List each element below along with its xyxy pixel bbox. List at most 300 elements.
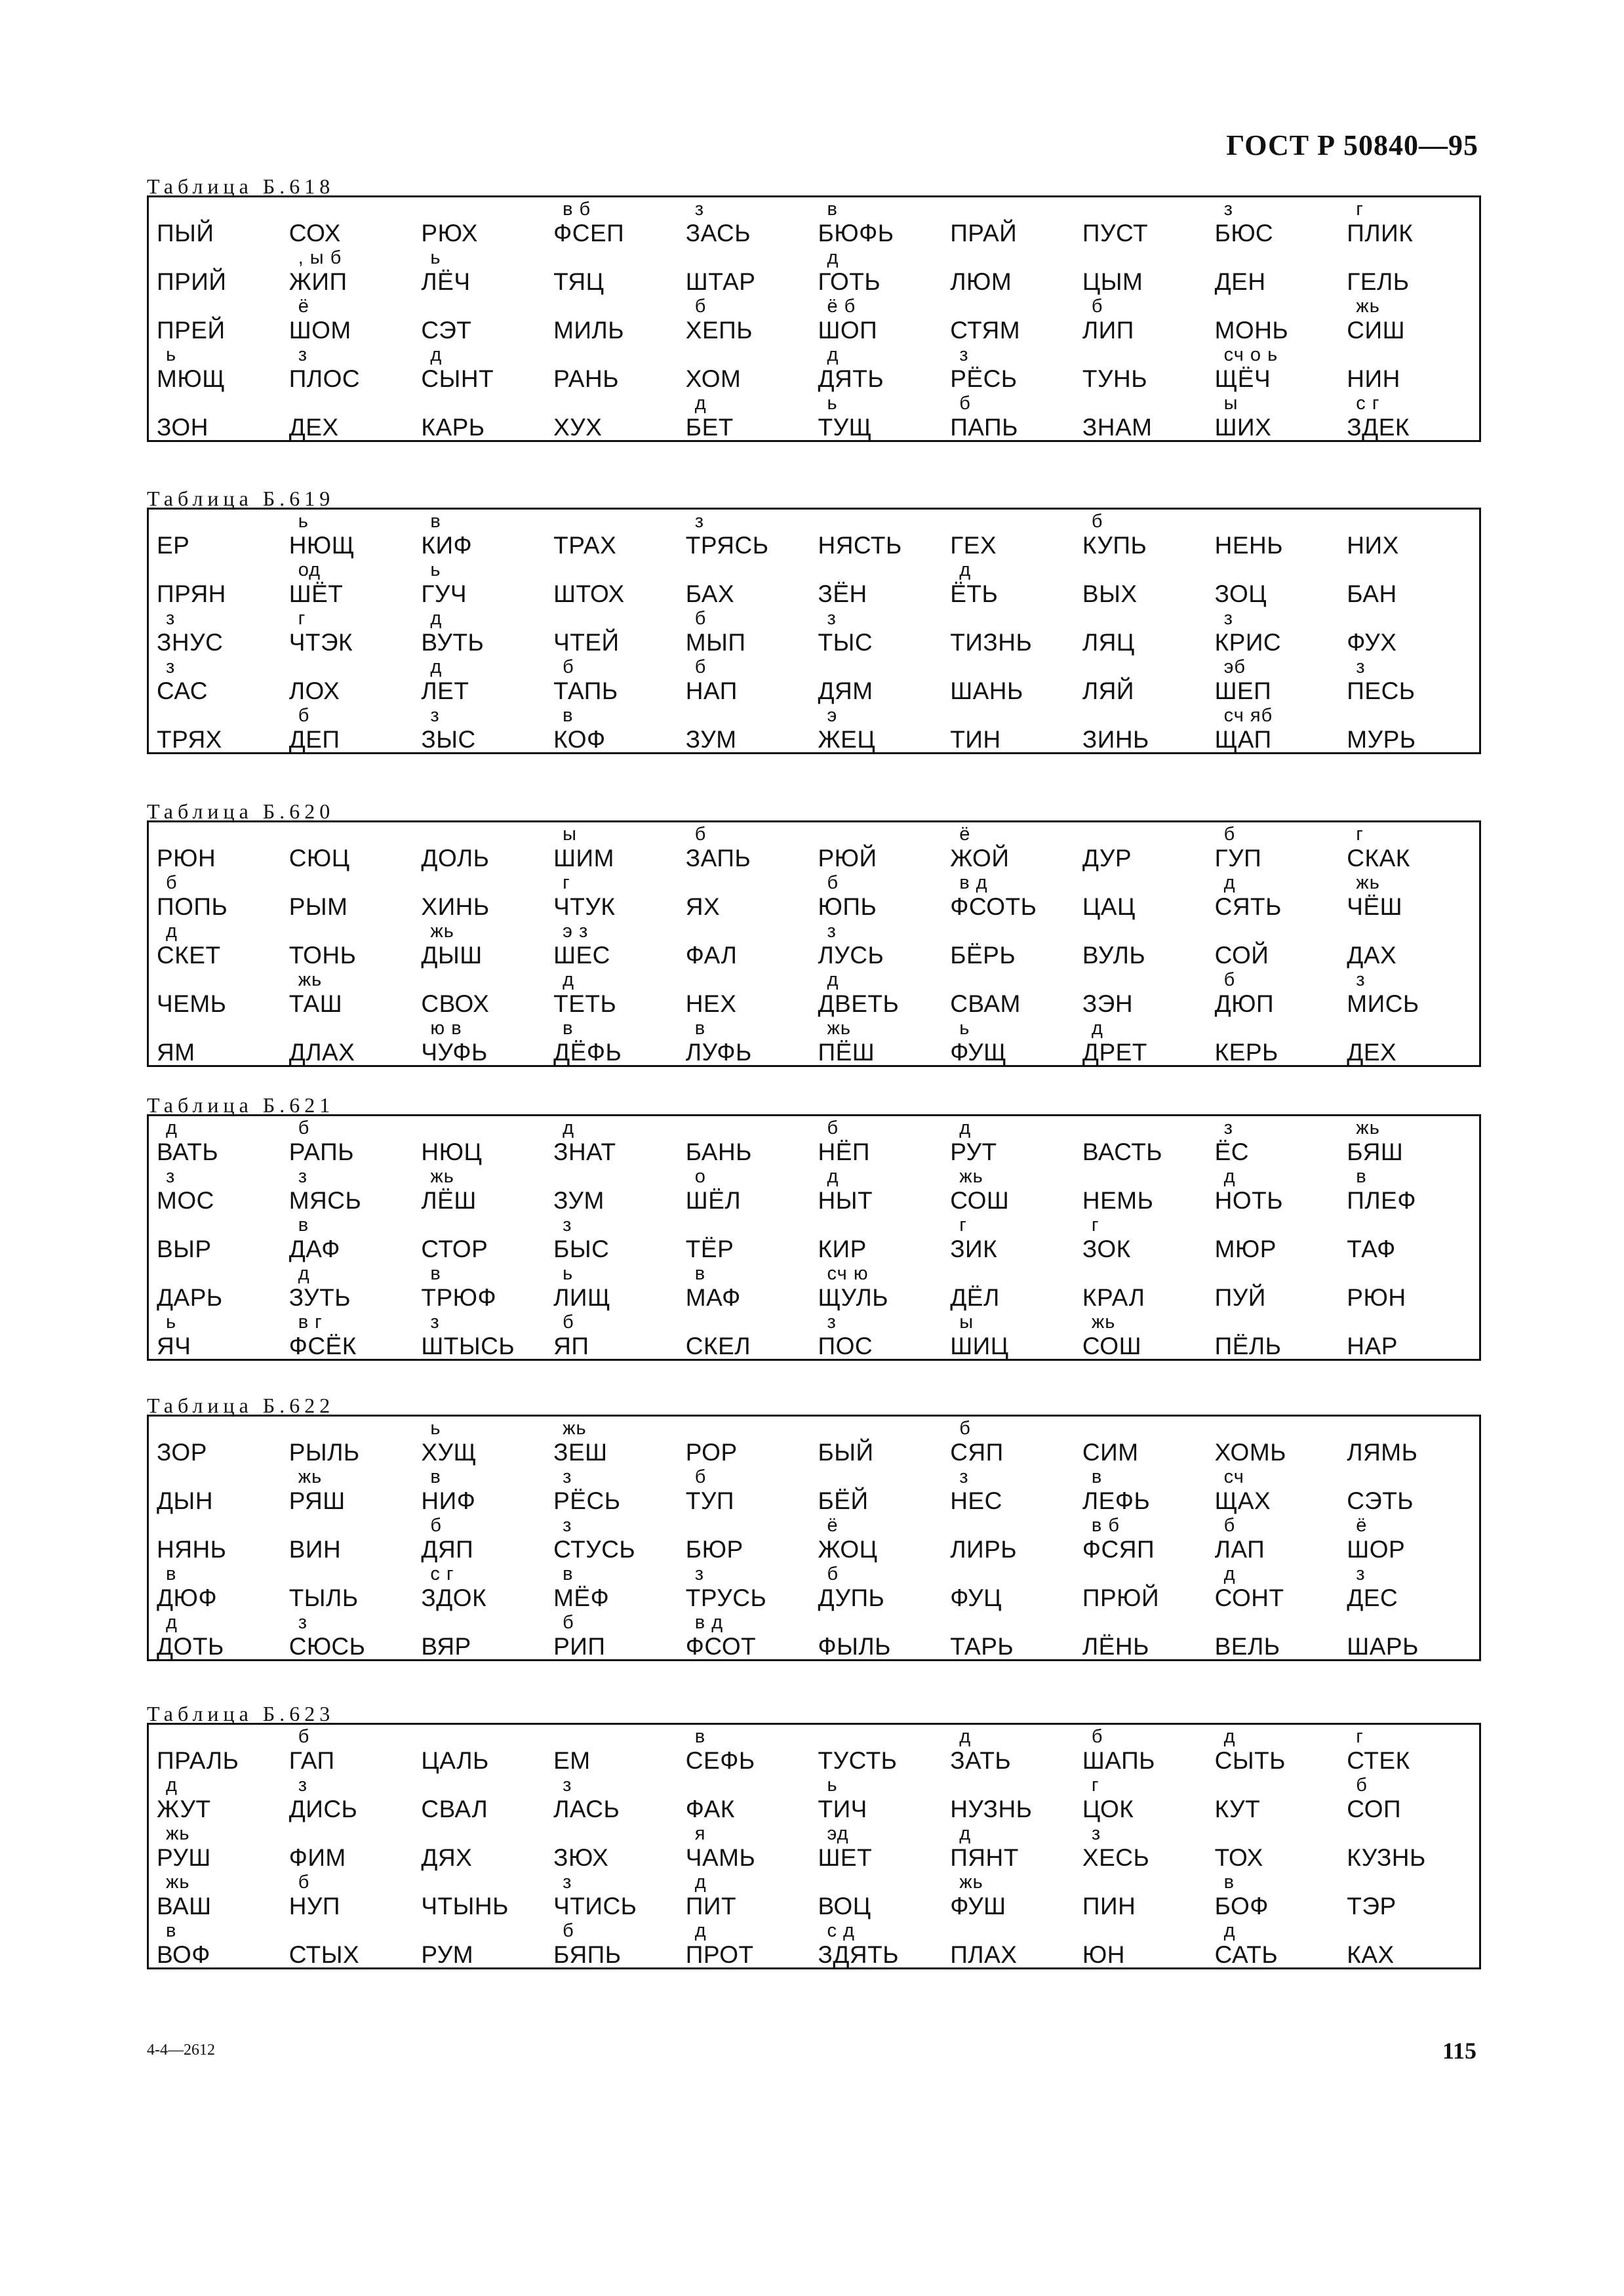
- phonetic-mark: б: [1091, 1726, 1103, 1747]
- syllable-word: ЖУТ: [157, 1796, 211, 1823]
- syllable-word: ЛЯЦ: [1082, 629, 1135, 656]
- syllable-word: ДУПЬ: [818, 1584, 885, 1611]
- phonetic-mark: з: [430, 1312, 440, 1333]
- table-cell: [157, 704, 289, 752]
- table-caption: Таблица Б.619: [147, 487, 335, 510]
- table-cell: [157, 510, 289, 558]
- syllable-word: ТЁР: [685, 1236, 734, 1262]
- table-cell: [1082, 1017, 1215, 1065]
- syllable-word: НЕХ: [685, 990, 737, 1017]
- table-row: [149, 510, 1479, 558]
- table-cell: [553, 1870, 686, 1919]
- syllable-word: ЯХ: [685, 893, 721, 920]
- syllable-word: ДЯМ: [818, 677, 873, 704]
- syllable-word: ВОФ: [157, 1941, 210, 1968]
- table-cell: [818, 704, 950, 752]
- table-caption: Таблица Б.621: [147, 1093, 335, 1117]
- table-cell: [1347, 1310, 1479, 1359]
- syllable-word: ЖОЦ: [818, 1536, 878, 1563]
- table-cell: [421, 1611, 553, 1659]
- table-row: [149, 1725, 1479, 1773]
- table-row: [149, 1822, 1479, 1870]
- phonetic-mark: сч ю: [827, 1263, 869, 1284]
- syllable-word: ДАФ: [288, 1236, 340, 1262]
- table-cell: [553, 1017, 686, 1065]
- phonetic-mark: ь: [166, 344, 177, 365]
- table-cell: [950, 1310, 1082, 1359]
- table-cell: [818, 1773, 950, 1822]
- table-cell: [818, 510, 950, 558]
- syllable-word: ПЛИК: [1347, 220, 1414, 247]
- phonetic-mark: г: [959, 1215, 967, 1236]
- syllable-word: ЧТУК: [553, 893, 616, 920]
- table-cell: [1215, 1213, 1347, 1262]
- syllable-word: ТИЗНЬ: [950, 629, 1033, 656]
- syllable-word: СЮЦ: [288, 845, 350, 872]
- table-cell: [1082, 1822, 1215, 1870]
- table-cell: [1082, 1514, 1215, 1562]
- table-cell: [1215, 343, 1347, 392]
- syllable-word: ЩЁЧ: [1214, 365, 1271, 392]
- table-cell: [1347, 1725, 1479, 1773]
- table-cell: [289, 822, 422, 871]
- table-cell: [553, 1165, 686, 1213]
- table-row: [149, 1611, 1479, 1659]
- table-cell: [157, 1017, 289, 1065]
- phonetic-mark: в г: [298, 1312, 323, 1333]
- word-table: [147, 508, 1481, 754]
- syllable-word: ТАПЬ: [553, 677, 618, 704]
- table-cell: [1215, 704, 1347, 752]
- table-caption: Таблица Б.623: [147, 1702, 335, 1725]
- table-cell: [686, 1310, 818, 1359]
- phonetic-mark: в: [694, 1263, 706, 1284]
- syllable-word: ДЯТЬ: [818, 365, 884, 392]
- table-cell: [1215, 655, 1347, 704]
- phonetic-mark: в: [430, 1466, 441, 1487]
- table-cell: [421, 1822, 553, 1870]
- syllable-word: РЫМ: [288, 893, 348, 920]
- table-row: [149, 1919, 1479, 1967]
- table-cell: [818, 968, 950, 1017]
- table-cell: [421, 968, 553, 1017]
- table-cell: [157, 1514, 289, 1562]
- syllable-word: ЗДЕК: [1347, 414, 1410, 441]
- syllable-word: НИХ: [1347, 532, 1399, 559]
- phonetic-mark: эб: [1223, 656, 1246, 677]
- table-cell: [289, 607, 422, 655]
- phonetic-mark: д: [827, 1166, 839, 1187]
- table-cell: [950, 1919, 1082, 1967]
- table-cell: [686, 246, 818, 294]
- phonetic-mark: в д: [959, 872, 988, 893]
- phonetic-mark: з: [298, 1775, 307, 1796]
- table-cell: [1082, 1310, 1215, 1359]
- phonetic-mark: д: [1091, 1018, 1103, 1039]
- syllable-word: СЫНТ: [421, 365, 494, 392]
- syllable-word: ДЕН: [1214, 268, 1266, 295]
- table-cell: [1215, 1562, 1347, 1611]
- syllable-word: БЫС: [553, 1236, 610, 1262]
- syllable-word: СЮСЬ: [288, 1633, 366, 1660]
- syllable-word: ФАЛ: [685, 942, 738, 969]
- phonetic-mark: ь: [430, 247, 441, 268]
- syllable-word: СТОР: [421, 1236, 488, 1262]
- phonetic-mark: ы: [1223, 393, 1238, 414]
- phonetic-mark: с г: [1356, 393, 1380, 414]
- syllable-word: ДЮФ: [157, 1584, 218, 1611]
- syllable-word: ЛЁШ: [421, 1187, 477, 1214]
- syllable-word: ШЁТ: [288, 580, 344, 607]
- table-cell: [1347, 1116, 1479, 1165]
- table-cell: [421, 871, 553, 919]
- phonetic-mark: б: [1356, 1775, 1368, 1796]
- syllable-word: МОС: [157, 1187, 214, 1214]
- phonetic-mark: жь: [1356, 296, 1380, 317]
- syllable-word: МЮЩ: [157, 365, 226, 392]
- syllable-word: ДОЛЬ: [421, 845, 490, 872]
- table-cell: [157, 1870, 289, 1919]
- table-cell: [1215, 1417, 1347, 1465]
- table-cell: [950, 704, 1082, 752]
- table-cell: [1082, 1165, 1215, 1213]
- syllable-word: ТАРЬ: [950, 1633, 1014, 1660]
- table-cell: [553, 392, 686, 440]
- table-cell: [1215, 1822, 1347, 1870]
- phonetic-mark: д: [959, 1726, 972, 1747]
- syllable-word: ВУЛЬ: [1082, 942, 1146, 969]
- table-row: [149, 607, 1479, 655]
- table-cell: [553, 1919, 686, 1967]
- phonetic-mark: в: [298, 1215, 309, 1236]
- table-cell: [950, 1562, 1082, 1611]
- syllable-word: ШЕТ: [818, 1844, 873, 1871]
- table-cell: [157, 1919, 289, 1967]
- table-cell: [421, 607, 553, 655]
- syllable-word: ДЯП: [421, 1536, 474, 1563]
- phonetic-mark: ё: [827, 1515, 839, 1536]
- table-cell: [950, 822, 1082, 871]
- phonetic-mark: д: [694, 1920, 707, 1941]
- syllable-word: СОНТ: [1214, 1584, 1284, 1611]
- table-cell: [686, 822, 818, 871]
- phonetic-mark: з: [563, 1515, 572, 1536]
- table-cell: [1082, 1262, 1215, 1310]
- phonetic-mark: жь: [430, 1166, 454, 1187]
- syllable-word: ДЛАХ: [288, 1039, 355, 1066]
- phonetic-mark: жь: [166, 1823, 190, 1844]
- phonetic-mark: д: [1223, 872, 1236, 893]
- table-cell: [289, 1116, 422, 1165]
- table-cell: [553, 1562, 686, 1611]
- phonetic-mark: в: [563, 1563, 574, 1584]
- syllable-word: ЗНАТ: [553, 1138, 616, 1165]
- phonetic-mark: з: [827, 1312, 837, 1333]
- table-cell: [421, 1562, 553, 1611]
- table-cell: [421, 1725, 553, 1773]
- syllable-word: ПЁШ: [818, 1039, 875, 1066]
- syllable-word: ЁС: [1214, 1138, 1250, 1165]
- table-cell: [950, 871, 1082, 919]
- table-cell: [1215, 510, 1347, 558]
- syllable-word: ФСЁК: [288, 1333, 357, 1359]
- phonetic-mark: д: [430, 344, 443, 365]
- syllable-word: ЗНУС: [157, 629, 224, 656]
- phonetic-mark: б: [694, 296, 707, 317]
- table-cell: [1082, 197, 1215, 246]
- syllable-word: ШЁЛ: [685, 1187, 742, 1214]
- table-cell: [421, 1213, 553, 1262]
- syllable-word: НИФ: [421, 1487, 476, 1514]
- table-cell: [686, 968, 818, 1017]
- table-cell: [289, 197, 422, 246]
- syllable-word: НЯСТЬ: [818, 532, 902, 559]
- table-cell: [686, 343, 818, 392]
- phonetic-mark: э з: [563, 921, 589, 942]
- table-cell: [818, 1822, 950, 1870]
- syllable-word: СКЕЛ: [685, 1333, 751, 1359]
- table-row: [149, 1562, 1479, 1611]
- table-cell: [1082, 1116, 1215, 1165]
- phonetic-mark: з: [1223, 199, 1233, 220]
- table-cell: [1082, 246, 1215, 294]
- phonetic-mark: б: [1223, 1515, 1236, 1536]
- table-cell: [1215, 294, 1347, 343]
- table-cell: [1215, 1611, 1347, 1659]
- table-cell: [553, 1514, 686, 1562]
- table-cell: [950, 1417, 1082, 1465]
- syllable-word: ФИМ: [288, 1844, 346, 1871]
- phonetic-mark: жь: [298, 1466, 323, 1487]
- table-cell: [818, 607, 950, 655]
- table-cell: [1082, 871, 1215, 919]
- syllable-word: МЫП: [685, 629, 746, 656]
- syllable-word: ШЕП: [1214, 677, 1272, 704]
- table-cell: [1347, 655, 1479, 704]
- phonetic-mark: сч: [1223, 1466, 1244, 1487]
- table-cell: [157, 558, 289, 607]
- table-cell: [1215, 1514, 1347, 1562]
- table-cell: [421, 1165, 553, 1213]
- phonetic-mark: з: [1091, 1823, 1101, 1844]
- table-cell: [421, 1417, 553, 1465]
- phonetic-mark: б: [430, 1515, 443, 1536]
- syllable-word: ТРЮФ: [421, 1284, 497, 1311]
- syllable-word: ДРЕТ: [1082, 1039, 1147, 1066]
- syllable-word: БЯПЬ: [553, 1941, 622, 1968]
- table-row: [149, 1165, 1479, 1213]
- phonetic-mark: в: [694, 1726, 706, 1747]
- table-cell: [289, 1165, 422, 1213]
- table-cell: [818, 822, 950, 871]
- table-cell: [1082, 1562, 1215, 1611]
- phonetic-mark: д: [1223, 1726, 1236, 1747]
- syllable-word: БЫЙ: [818, 1439, 874, 1466]
- table-cell: [157, 294, 289, 343]
- phonetic-mark: з: [563, 1872, 572, 1893]
- syllable-word: ПРАЙ: [950, 220, 1018, 247]
- table-cell: [1347, 558, 1479, 607]
- syllable-word: МИСЬ: [1347, 990, 1419, 1017]
- table-cell: [1215, 1165, 1347, 1213]
- syllable-word: ТОНЬ: [288, 942, 357, 969]
- syllable-word: НАР: [1347, 1333, 1398, 1359]
- table-cell: [289, 704, 422, 752]
- phonetic-mark: ю в: [430, 1018, 462, 1039]
- syllable-word: ДЕХ: [288, 414, 339, 441]
- syllable-word: ЛУФЬ: [685, 1039, 752, 1066]
- word-table: [147, 820, 1481, 1067]
- table-cell: [686, 919, 818, 968]
- table-cell: [157, 1773, 289, 1822]
- table-cell: [1082, 294, 1215, 343]
- syllable-word: ЛЕТ: [421, 677, 469, 704]
- table-cell: [289, 871, 422, 919]
- document-header: ГОСТ Р 50840—95: [1226, 129, 1478, 161]
- phonetic-mark: д: [166, 1612, 178, 1633]
- phonetic-mark: з: [563, 1775, 572, 1796]
- syllable-word: ЗЁН: [818, 580, 867, 607]
- table-cell: [1215, 968, 1347, 1017]
- syllable-word: ДУР: [1082, 845, 1132, 872]
- phonetic-mark: д: [694, 393, 707, 414]
- syllable-word: ФСОТ: [685, 1633, 757, 1660]
- syllable-word: КУТ: [1214, 1796, 1261, 1823]
- table-row: [149, 1773, 1479, 1822]
- table-cell: [1215, 871, 1347, 919]
- table-cell: [289, 510, 422, 558]
- table-cell: [950, 343, 1082, 392]
- syllable-word: СЯП: [950, 1439, 1004, 1466]
- table-cell: [818, 1611, 950, 1659]
- syllable-word: ЛЯМЬ: [1347, 1439, 1418, 1466]
- table-cell: [421, 392, 553, 440]
- table-cell: [950, 1262, 1082, 1310]
- syllable-word: БЕТ: [685, 414, 734, 441]
- syllable-word: СИШ: [1347, 317, 1406, 344]
- syllable-word: ЖОЙ: [950, 845, 1010, 872]
- syllable-word: ГУП: [1214, 845, 1262, 872]
- phonetic-mark: в: [430, 1263, 441, 1284]
- syllable-word: БЮС: [1214, 220, 1274, 247]
- table-cell: [553, 704, 686, 752]
- table-cell: [289, 1822, 422, 1870]
- table-cell: [1347, 510, 1479, 558]
- phonetic-mark: б: [166, 872, 178, 893]
- table-cell: [553, 1262, 686, 1310]
- syllable-word: ФУШ: [950, 1893, 1006, 1920]
- syllable-word: ЛАП: [1214, 1536, 1265, 1563]
- phonetic-mark: ё: [1356, 1515, 1368, 1536]
- phonetic-mark: ь: [827, 1775, 838, 1796]
- syllable-word: РАНЬ: [553, 365, 619, 392]
- phonetic-mark: д: [959, 559, 972, 580]
- syllable-word: РЮХ: [421, 220, 478, 247]
- syllable-word: ДАРЬ: [157, 1284, 223, 1311]
- phonetic-mark: г: [1091, 1775, 1099, 1796]
- phonetic-mark: в: [1223, 1872, 1235, 1893]
- table-cell: [1082, 822, 1215, 871]
- syllable-word: ВАШ: [157, 1893, 212, 1920]
- table-cell: [1215, 1310, 1347, 1359]
- table-cell: [950, 246, 1082, 294]
- table-cell: [686, 704, 818, 752]
- table-cell: [950, 1725, 1082, 1773]
- syllable-word: БОФ: [1214, 1893, 1269, 1920]
- syllable-word: ЕМ: [553, 1747, 591, 1774]
- table-cell: [1082, 1213, 1215, 1262]
- syllable-word: ПЫЙ: [157, 220, 214, 247]
- phonetic-mark: в: [563, 705, 574, 726]
- table-cell: [289, 1514, 422, 1562]
- table-cell: [1215, 197, 1347, 246]
- phonetic-mark: б: [298, 705, 310, 726]
- phonetic-mark: д: [1223, 1166, 1236, 1187]
- table-cell: [553, 294, 686, 343]
- table-cell: [289, 968, 422, 1017]
- phonetic-mark: в д: [694, 1612, 724, 1633]
- table-cell: [1082, 1417, 1215, 1465]
- syllable-word: НУП: [288, 1893, 341, 1920]
- table-cell: [157, 1465, 289, 1514]
- syllable-word: ДЯХ: [421, 1844, 473, 1871]
- phonetic-mark: б: [1223, 969, 1236, 990]
- table-cell: [950, 1773, 1082, 1822]
- syllable-word: КУПЬ: [1082, 532, 1147, 559]
- syllable-word: РЮН: [1347, 1284, 1406, 1311]
- syllable-word: СОП: [1347, 1796, 1402, 1823]
- syllable-word: ШОМ: [288, 317, 351, 344]
- syllable-word: ПЁЛЬ: [1214, 1333, 1282, 1359]
- phonetic-mark: д: [563, 1118, 575, 1138]
- syllable-word: САС: [157, 677, 208, 704]
- syllable-word: ПЛАХ: [950, 1941, 1018, 1968]
- syllable-word: НЮЩ: [288, 532, 355, 559]
- syllable-word: ЦЫМ: [1082, 268, 1143, 295]
- table-cell: [950, 1165, 1082, 1213]
- syllable-word: ЗОЦ: [1214, 580, 1267, 607]
- table-cell: [1347, 1465, 1479, 1514]
- syllable-word: ТРАХ: [553, 532, 617, 559]
- syllable-word: СВОХ: [421, 990, 490, 1017]
- syllable-word: ЛЯЙ: [1082, 677, 1134, 704]
- table-cell: [686, 558, 818, 607]
- phonetic-mark: жь: [298, 969, 323, 990]
- table-cell: [421, 246, 553, 294]
- syllable-word: ФСЕП: [553, 220, 625, 247]
- phonetic-mark: б: [694, 656, 707, 677]
- syllable-word: ДЫШ: [421, 942, 483, 969]
- table-cell: [421, 919, 553, 968]
- syllable-word: РЮН: [157, 845, 216, 872]
- table-cell: [289, 1870, 422, 1919]
- syllable-word: ЗОН: [157, 414, 208, 441]
- syllable-word: ЩАХ: [1214, 1487, 1271, 1514]
- table-cell: [553, 510, 686, 558]
- table-cell: [1215, 1116, 1347, 1165]
- phonetic-mark: з: [1223, 608, 1233, 629]
- syllable-word: СТУСЬ: [553, 1536, 636, 1563]
- table-cell: [950, 1822, 1082, 1870]
- table-cell: [289, 1562, 422, 1611]
- table-caption: Таблица Б.618: [147, 174, 335, 198]
- syllable-word: КОФ: [553, 726, 606, 753]
- syllable-word: ЧЁШ: [1347, 893, 1403, 920]
- syllable-word: ПРАЛЬ: [157, 1747, 239, 1774]
- syllable-word: РЁСЬ: [950, 365, 1018, 392]
- syllable-word: ВАСТЬ: [1082, 1138, 1163, 1165]
- syllable-word: ШОР: [1347, 1536, 1406, 1563]
